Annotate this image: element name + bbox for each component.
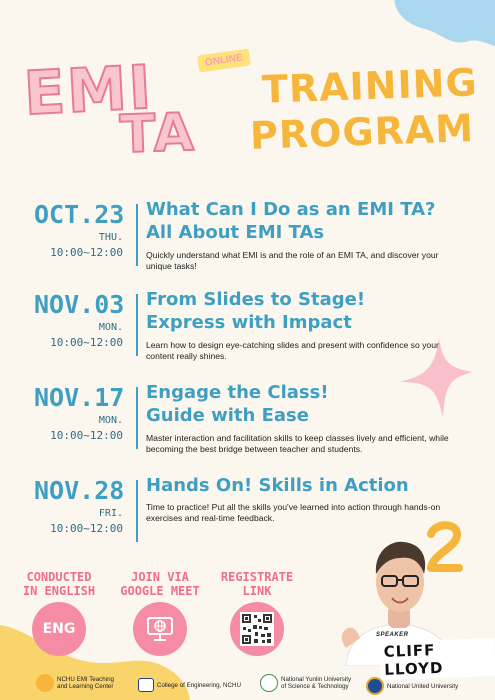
title-emi: EMI xyxy=(22,52,155,130)
registration-qr-link[interactable] xyxy=(230,602,284,656)
english-label-line1: CONDUCTED xyxy=(26,570,92,584)
session-time: 10:00~12:00 xyxy=(50,429,123,442)
logo-text-line1: NCHU EMI Teaching xyxy=(57,676,114,683)
registrate-link-label xyxy=(212,570,302,598)
title-training: TRAINING xyxy=(261,60,479,112)
session-title-line1: From Slides to Stage! xyxy=(146,289,366,310)
session-description: Learn how to design eye-catching slides and present with confidence so your content really shines. xyxy=(146,340,439,361)
college-of-engineering-logo-icon xyxy=(138,678,154,692)
session-weekday: THU. xyxy=(98,232,123,243)
blue-blob-decoration xyxy=(385,0,495,55)
title-program: PROGRAM xyxy=(249,106,475,158)
english-badge-text: ENG xyxy=(42,621,76,637)
session-divider xyxy=(136,387,138,449)
conducted-in-english-label xyxy=(14,570,104,598)
session-divider xyxy=(136,480,138,542)
logo-text-line1: College of Engineering, NCHU xyxy=(157,681,241,689)
logo-nchu-emi-center xyxy=(36,674,114,692)
session-title xyxy=(146,288,486,334)
logo-national-yunlin-university xyxy=(260,674,351,692)
logo-text-line1: National United University xyxy=(387,682,459,690)
session-description: Quickly understand what EMI is and the role of an EMI TA, and discover your unique tasks! xyxy=(146,250,439,271)
session-divider xyxy=(136,294,138,356)
qr-code-icon xyxy=(240,612,274,646)
session-title-line2: Express with Impact xyxy=(146,312,352,333)
session-weekday: MON. xyxy=(98,322,123,333)
session-weekday: MON. xyxy=(98,415,123,426)
logo-text-line1: National Yunlin University xyxy=(281,676,352,683)
session-weekday: FRI. xyxy=(98,508,123,519)
speaker-name: CLIFF LLOYD xyxy=(379,638,495,680)
session-title xyxy=(146,474,486,497)
session-title-line1: What Can I Do as an EMI TA? xyxy=(146,199,436,220)
footer-logos xyxy=(0,670,495,700)
session-date: NOV.28 xyxy=(34,476,125,505)
session-title-line2: Guide with Ease xyxy=(146,405,309,426)
session-title-line1: Engage the Class! xyxy=(146,382,329,403)
meet-label-line1: JOIN VIA xyxy=(131,570,189,584)
session-title xyxy=(146,198,486,244)
monitor-globe-icon xyxy=(145,614,175,644)
join-via-google-meet-label xyxy=(112,570,208,598)
logo-text-line2: of Science & Technology xyxy=(281,683,349,690)
logo-text-line2: and Learning Center xyxy=(57,683,114,690)
logo-national-united-university xyxy=(366,677,458,695)
nchu-emi-center-logo-icon xyxy=(36,674,54,692)
united-university-logo-icon xyxy=(366,677,384,695)
register-label-line1: REGISTRATE xyxy=(220,570,294,584)
session-divider xyxy=(136,204,138,266)
session-date: NOV.17 xyxy=(34,383,125,412)
session-title-line2: All About EMI TAs xyxy=(146,222,325,243)
session-time: 10:00~12:00 xyxy=(50,522,123,535)
google-meet-button[interactable] xyxy=(133,602,187,656)
session-title-line1: Hands On! Skills in Action xyxy=(146,475,409,496)
online-tag: ONLINE xyxy=(197,48,251,72)
session-date: NOV.03 xyxy=(34,290,125,319)
session-description: Master interaction and facilitation skills to keep classes lively and efficient, while becoming the best bridge between teacher and students. xyxy=(146,433,449,454)
speaker-label: SPEAKER xyxy=(376,632,409,638)
session-date: OCT.23 xyxy=(34,200,125,229)
session-title xyxy=(146,381,486,427)
session-time: 10:00~12:00 xyxy=(50,246,123,259)
title-ta: TA xyxy=(118,102,197,166)
yunlin-university-logo-icon xyxy=(260,674,278,692)
meet-label-line2: GOOGLE MEET xyxy=(120,584,200,598)
english-badge xyxy=(32,602,86,656)
session-description: Time to practice! Put all the skills you've learned into action through hands-on exercises and real-time feedback. xyxy=(146,502,441,523)
session-time: 10:00~12:00 xyxy=(50,336,123,349)
logo-college-of-engineering xyxy=(138,678,241,692)
english-label-line2: IN ENGLISH xyxy=(22,584,96,598)
register-label-line2: LINK xyxy=(242,584,272,598)
